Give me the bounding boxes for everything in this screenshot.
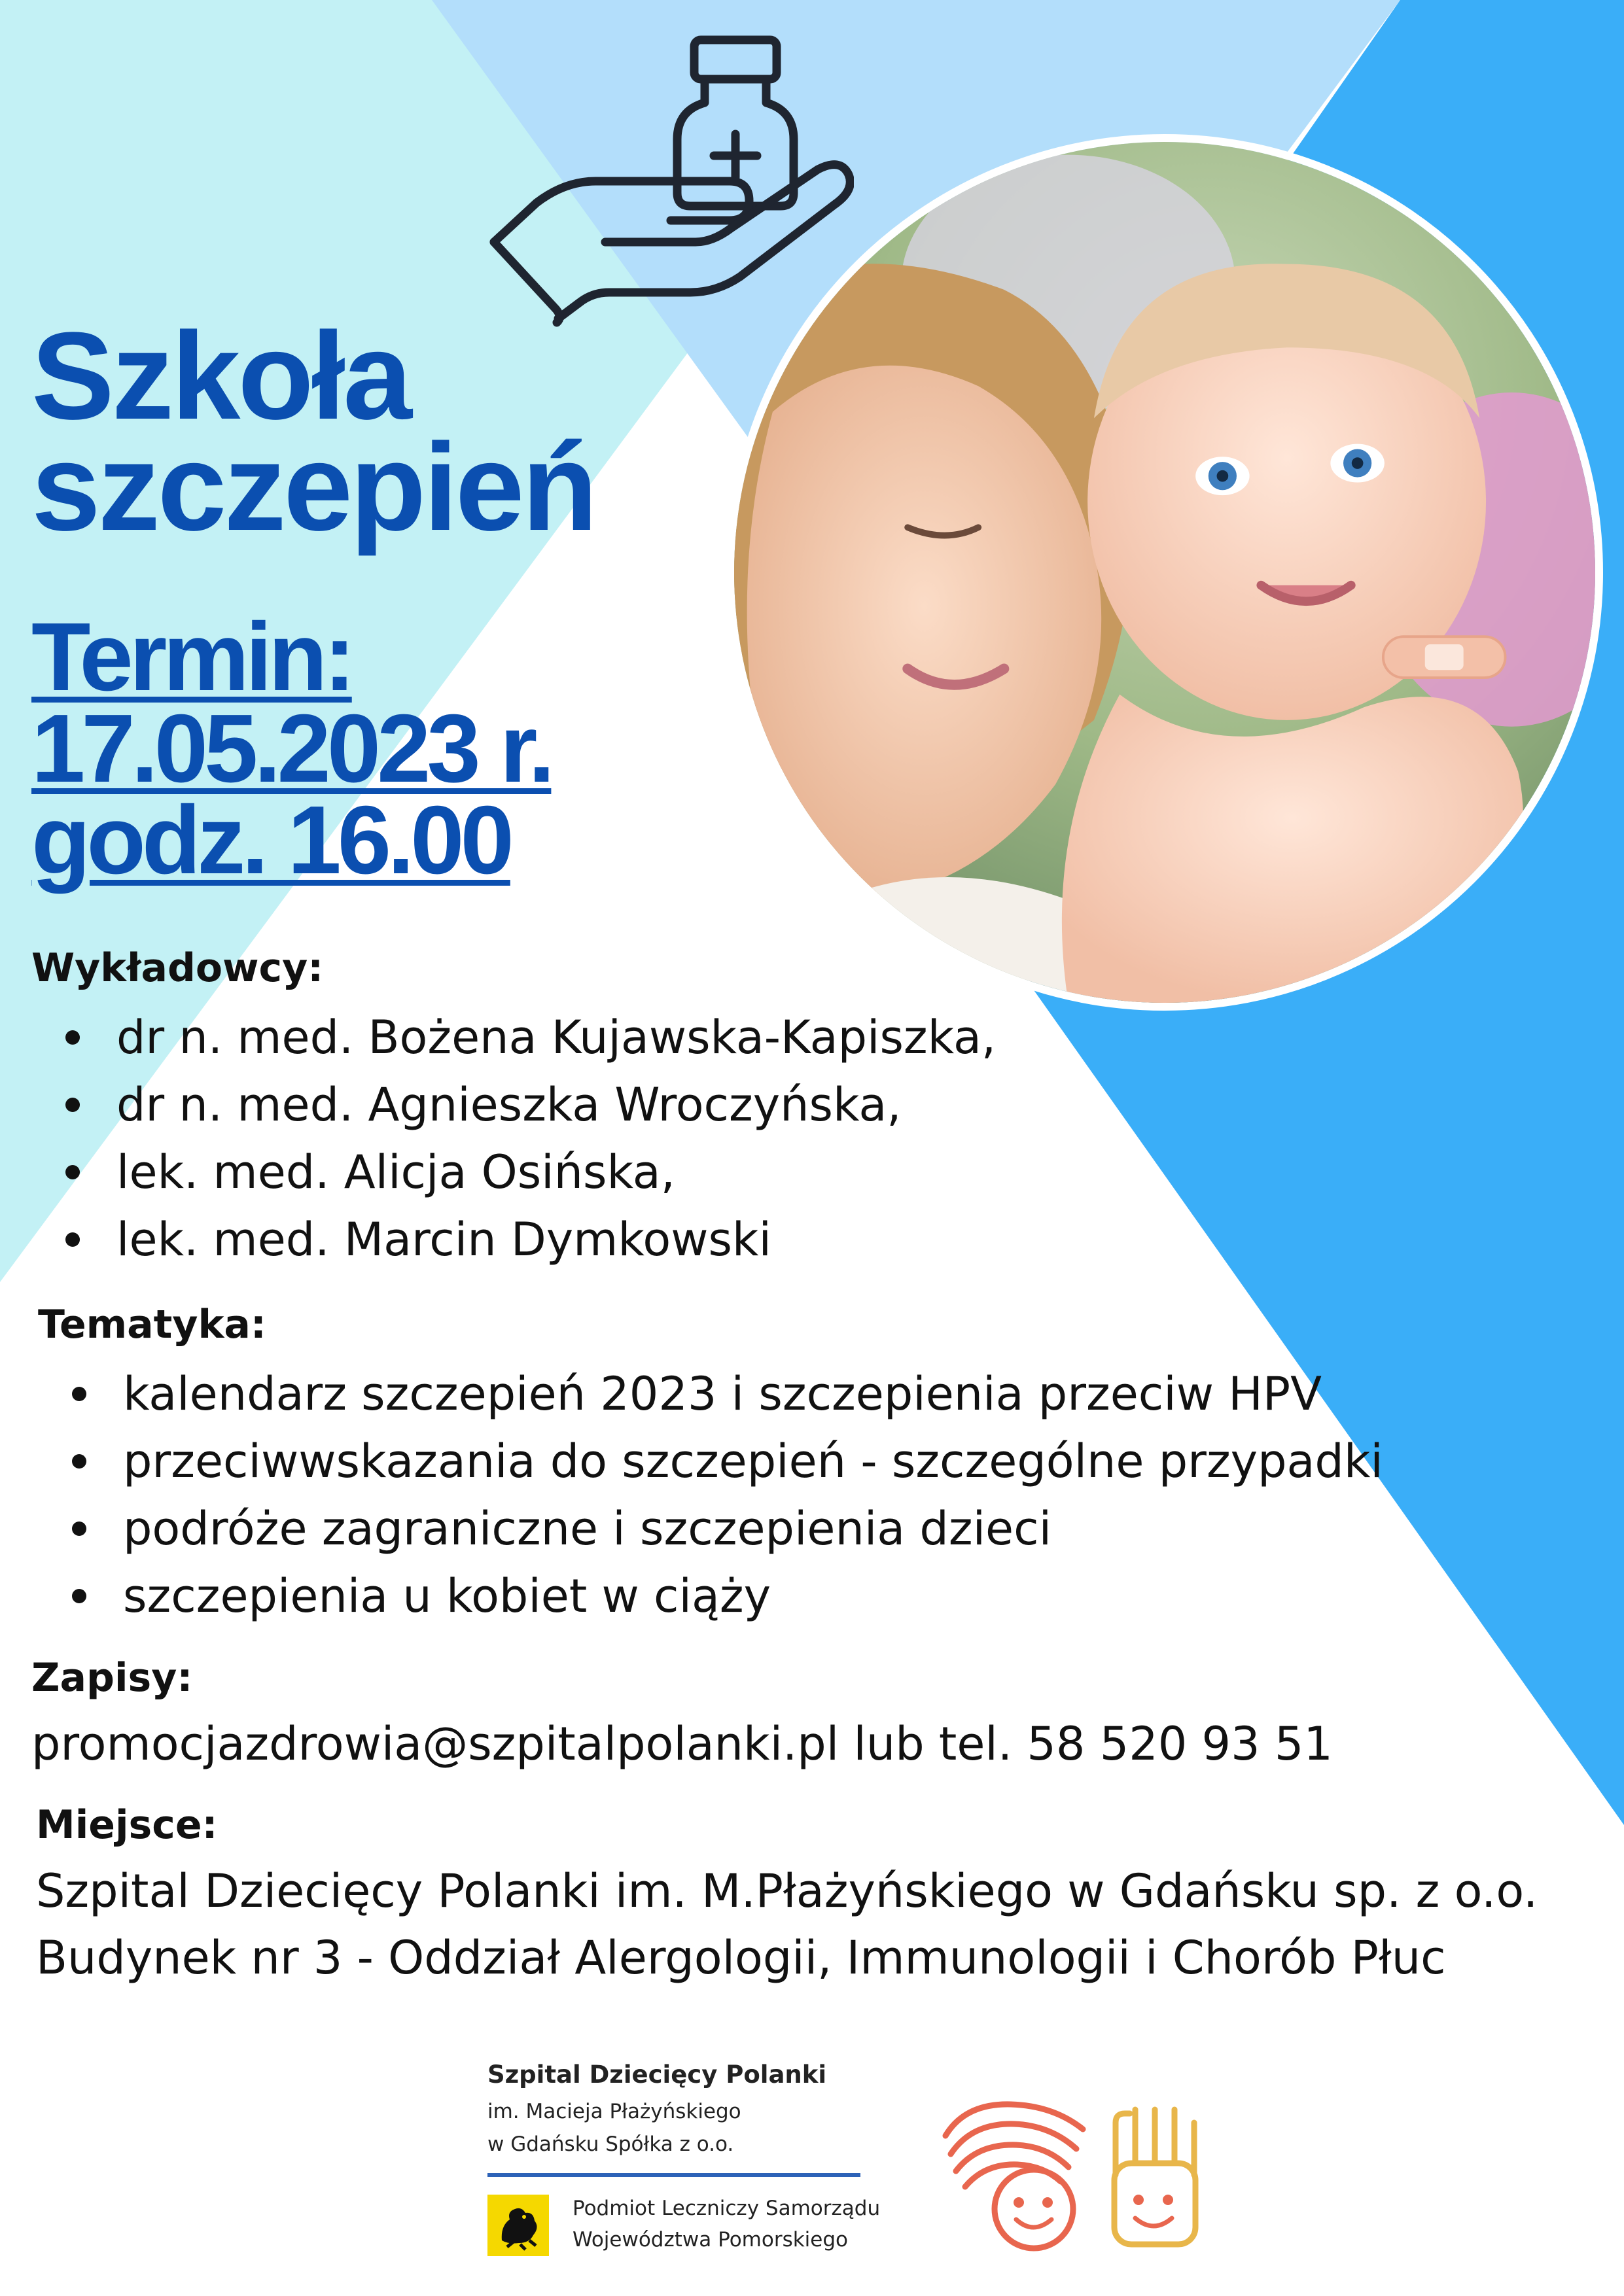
page-title	[31, 307, 595, 557]
list-item: lek. med. Marcin Dymkowski	[65, 1206, 996, 1274]
place-heading: Miejsce:	[36, 1802, 218, 1848]
bullet-icon	[65, 1232, 80, 1247]
termin-label: Termin:	[31, 603, 352, 711]
list-item: lek. med. Alicja Osińska,	[65, 1139, 996, 1206]
list-item: podróże zagraniczne i szczepienia dzieci	[72, 1495, 1383, 1563]
bullet-icon	[65, 1030, 80, 1045]
coat-of-arms-icon	[487, 2195, 549, 2256]
bullet-icon	[72, 1387, 86, 1401]
event-date: 17.05.2023 r.	[31, 695, 552, 803]
topics-heading: Tematyka:	[38, 1302, 266, 1348]
place-line-2: Budynek nr 3 - Oddział Alergologii, Immunologii i Chorób Płuc	[36, 1931, 1446, 1985]
sub-line-1: Podmiot Leczniczy Samorządu	[573, 2197, 881, 2220]
lecturers-list	[65, 1004, 996, 1274]
place-line-1: Szpital Dziecięcy Polanki im. M.Płażyńskiego w Gdańsku sp. z o.o.	[36, 1864, 1538, 1918]
list-item: dr n. med. Bożena Kujawska-Kapiszka,	[65, 1004, 996, 1071]
event-date-block	[31, 603, 552, 894]
sub-line-2: Województwa Pomorskiego	[573, 2228, 849, 2252]
bullet-icon	[72, 1522, 86, 1536]
list-item: szczepienia u kobiet w ciąży	[72, 1563, 1383, 1630]
bullet-icon	[72, 1454, 86, 1469]
title-line-2: szczepień	[31, 418, 595, 557]
bullet-icon	[72, 1589, 86, 1603]
registration-heading: Zapisy:	[31, 1655, 193, 1701]
org-line-2: im. Macieja Płażyńskiego	[487, 2100, 741, 2123]
lecturers-heading: Wykładowcy:	[31, 945, 324, 991]
org-line-3: w Gdańsku Spółka z o.o.	[487, 2132, 734, 2156]
footer-divider	[487, 2173, 860, 2177]
hand-holding-vaccine-icon	[487, 29, 854, 343]
topics-list	[72, 1361, 1383, 1630]
org-name: Szpital Dziecięcy Polanki	[487, 2061, 827, 2089]
smiling-faces-logo-icon	[939, 2090, 1207, 2253]
list-item: kalendarz szczepień 2023 i szczepienia przeciw HPV	[72, 1361, 1383, 1428]
bullet-icon	[65, 1098, 80, 1112]
bullet-icon	[65, 1165, 80, 1179]
list-item: przeciwwskazania do szczepień - szczególne przypadki	[72, 1428, 1383, 1495]
registration-contact: promocjazdrowia@szpitalpolanki.pl lub tel. 58 520 93 51	[31, 1717, 1333, 1771]
event-time: godz. 16.00	[31, 786, 510, 894]
title-line-1: Szkoła	[31, 307, 410, 445]
list-item: dr n. med. Agnieszka Wroczyńska,	[65, 1071, 996, 1139]
mother-and-baby-photo	[726, 134, 1603, 1011]
